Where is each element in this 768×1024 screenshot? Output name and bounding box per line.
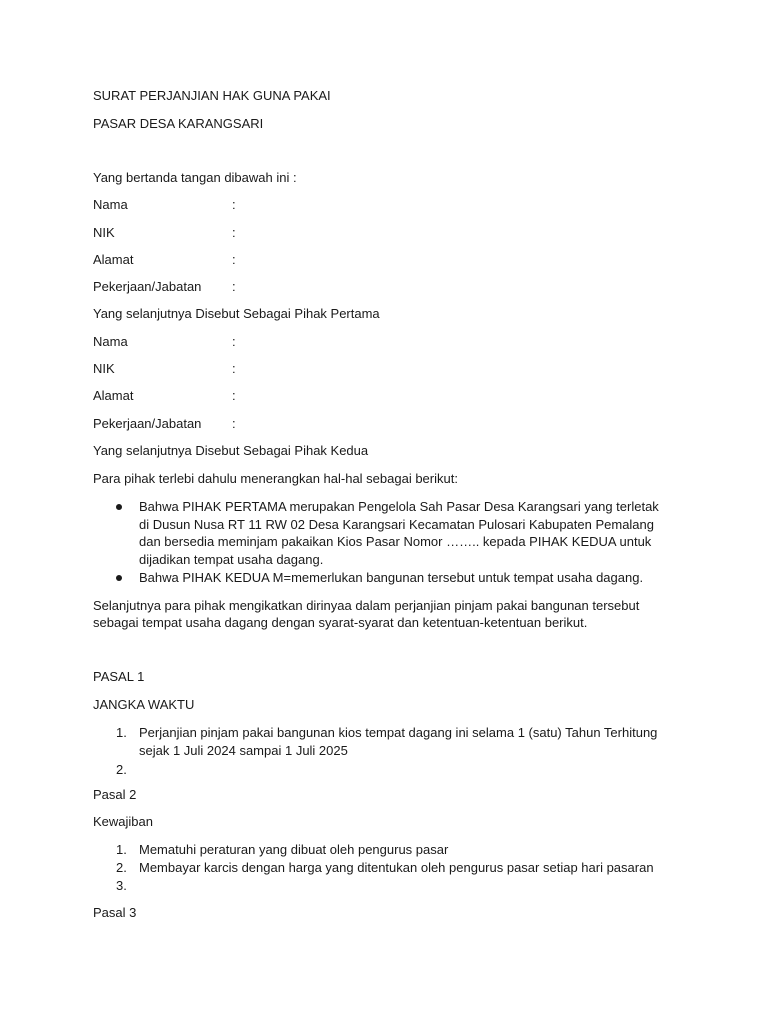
field-colon: : — [232, 279, 236, 294]
list-number: 2. — [116, 860, 127, 875]
party2-field-label: NIK — [93, 361, 115, 376]
pasal3-heading: Pasal 3 — [93, 905, 137, 920]
party1-field-label: NIK — [93, 225, 115, 240]
list-number: 3. — [116, 878, 127, 893]
pasal1-item: Perjanjian pinjam pakai bangunan kios tempat dagang ini selama 1 (satu) Tahun Terhitung sejak 1 Juli 2024 sampai 1 Juli 2025 — [139, 725, 658, 758]
consideration-item: Bahwa PIHAK PERTAMA merupakan Pengelola Sah Pasar Desa Karangsari yang terletak di Dusun Nusa RT 11 RW 02 Desa Karangsari Kecamatan Pulosari Kabupaten Pemalang dan bersedia meminjam pakaikan Kios Pasar Nomor …….. kepada PIHAK KEDUA untuk dijadikan tempat usaha dagang. — [139, 499, 659, 567]
document-subtitle: PASAR DESA KARANGSARI — [93, 116, 264, 131]
document-title: SURAT PERJANJIAN HAK GUNA PAKAI — [93, 88, 331, 103]
bullet-marker — [116, 575, 122, 581]
pasal2-subheading: Kewajiban — [93, 814, 153, 829]
field-colon: : — [232, 197, 236, 212]
considerations-lead: Para pihak terlebi dahulu menerangkan hal-hal sebagai berikut: — [93, 471, 458, 486]
party1-field-label: Nama — [93, 197, 128, 212]
consideration-item: Bahwa PIHAK KEDUA M=memerlukan bangunan tersebut untuk tempat usaha dagang. — [139, 570, 644, 585]
list-number: 1. — [116, 725, 127, 740]
party2-field-label: Nama — [93, 334, 128, 349]
party2-field-label: Pekerjaan/Jabatan — [93, 416, 202, 431]
field-colon: : — [232, 225, 236, 240]
pasal2-heading: Pasal 2 — [93, 787, 137, 802]
list-number: 2. — [116, 762, 127, 777]
party1-field-label: Alamat — [93, 252, 134, 267]
field-colon: : — [232, 416, 236, 431]
party2-field-label: Alamat — [93, 388, 134, 403]
pasal2-item: Mematuhi peraturan yang dibuat oleh pengurus pasar — [139, 842, 449, 857]
closing-paragraph: Selanjutnya para pihak mengikatkan dirinyaa dalam perjanjian pinjam pakai bangunan tersebut sebagai tempat usaha dagang dengan syarat-syarat dan ketentuan-ketentuan berikut. — [93, 598, 640, 630]
field-colon: : — [232, 252, 236, 267]
pasal2-item: Membayar karcis dengan harga yang ditentukan oleh pengurus pasar setiap hari pasaran — [139, 860, 654, 875]
party1-caption: Yang selanjutnya Disebut Sebagai Pihak Pertama — [93, 306, 380, 321]
field-colon: : — [232, 334, 236, 349]
field-colon: : — [232, 361, 236, 376]
party1-field-label: Pekerjaan/Jabatan — [93, 279, 202, 294]
pasal1-heading: PASAL 1 — [93, 669, 145, 684]
field-colon: : — [232, 388, 236, 403]
party2-caption: Yang selanjutnya Disebut Sebagai Pihak Kedua — [93, 443, 369, 458]
pasal1-subheading: JANGKA WAKTU — [93, 697, 195, 712]
bullet-marker — [116, 504, 122, 510]
list-number: 1. — [116, 842, 127, 857]
intro-text: Yang bertanda tangan dibawah ini : — [93, 170, 297, 185]
